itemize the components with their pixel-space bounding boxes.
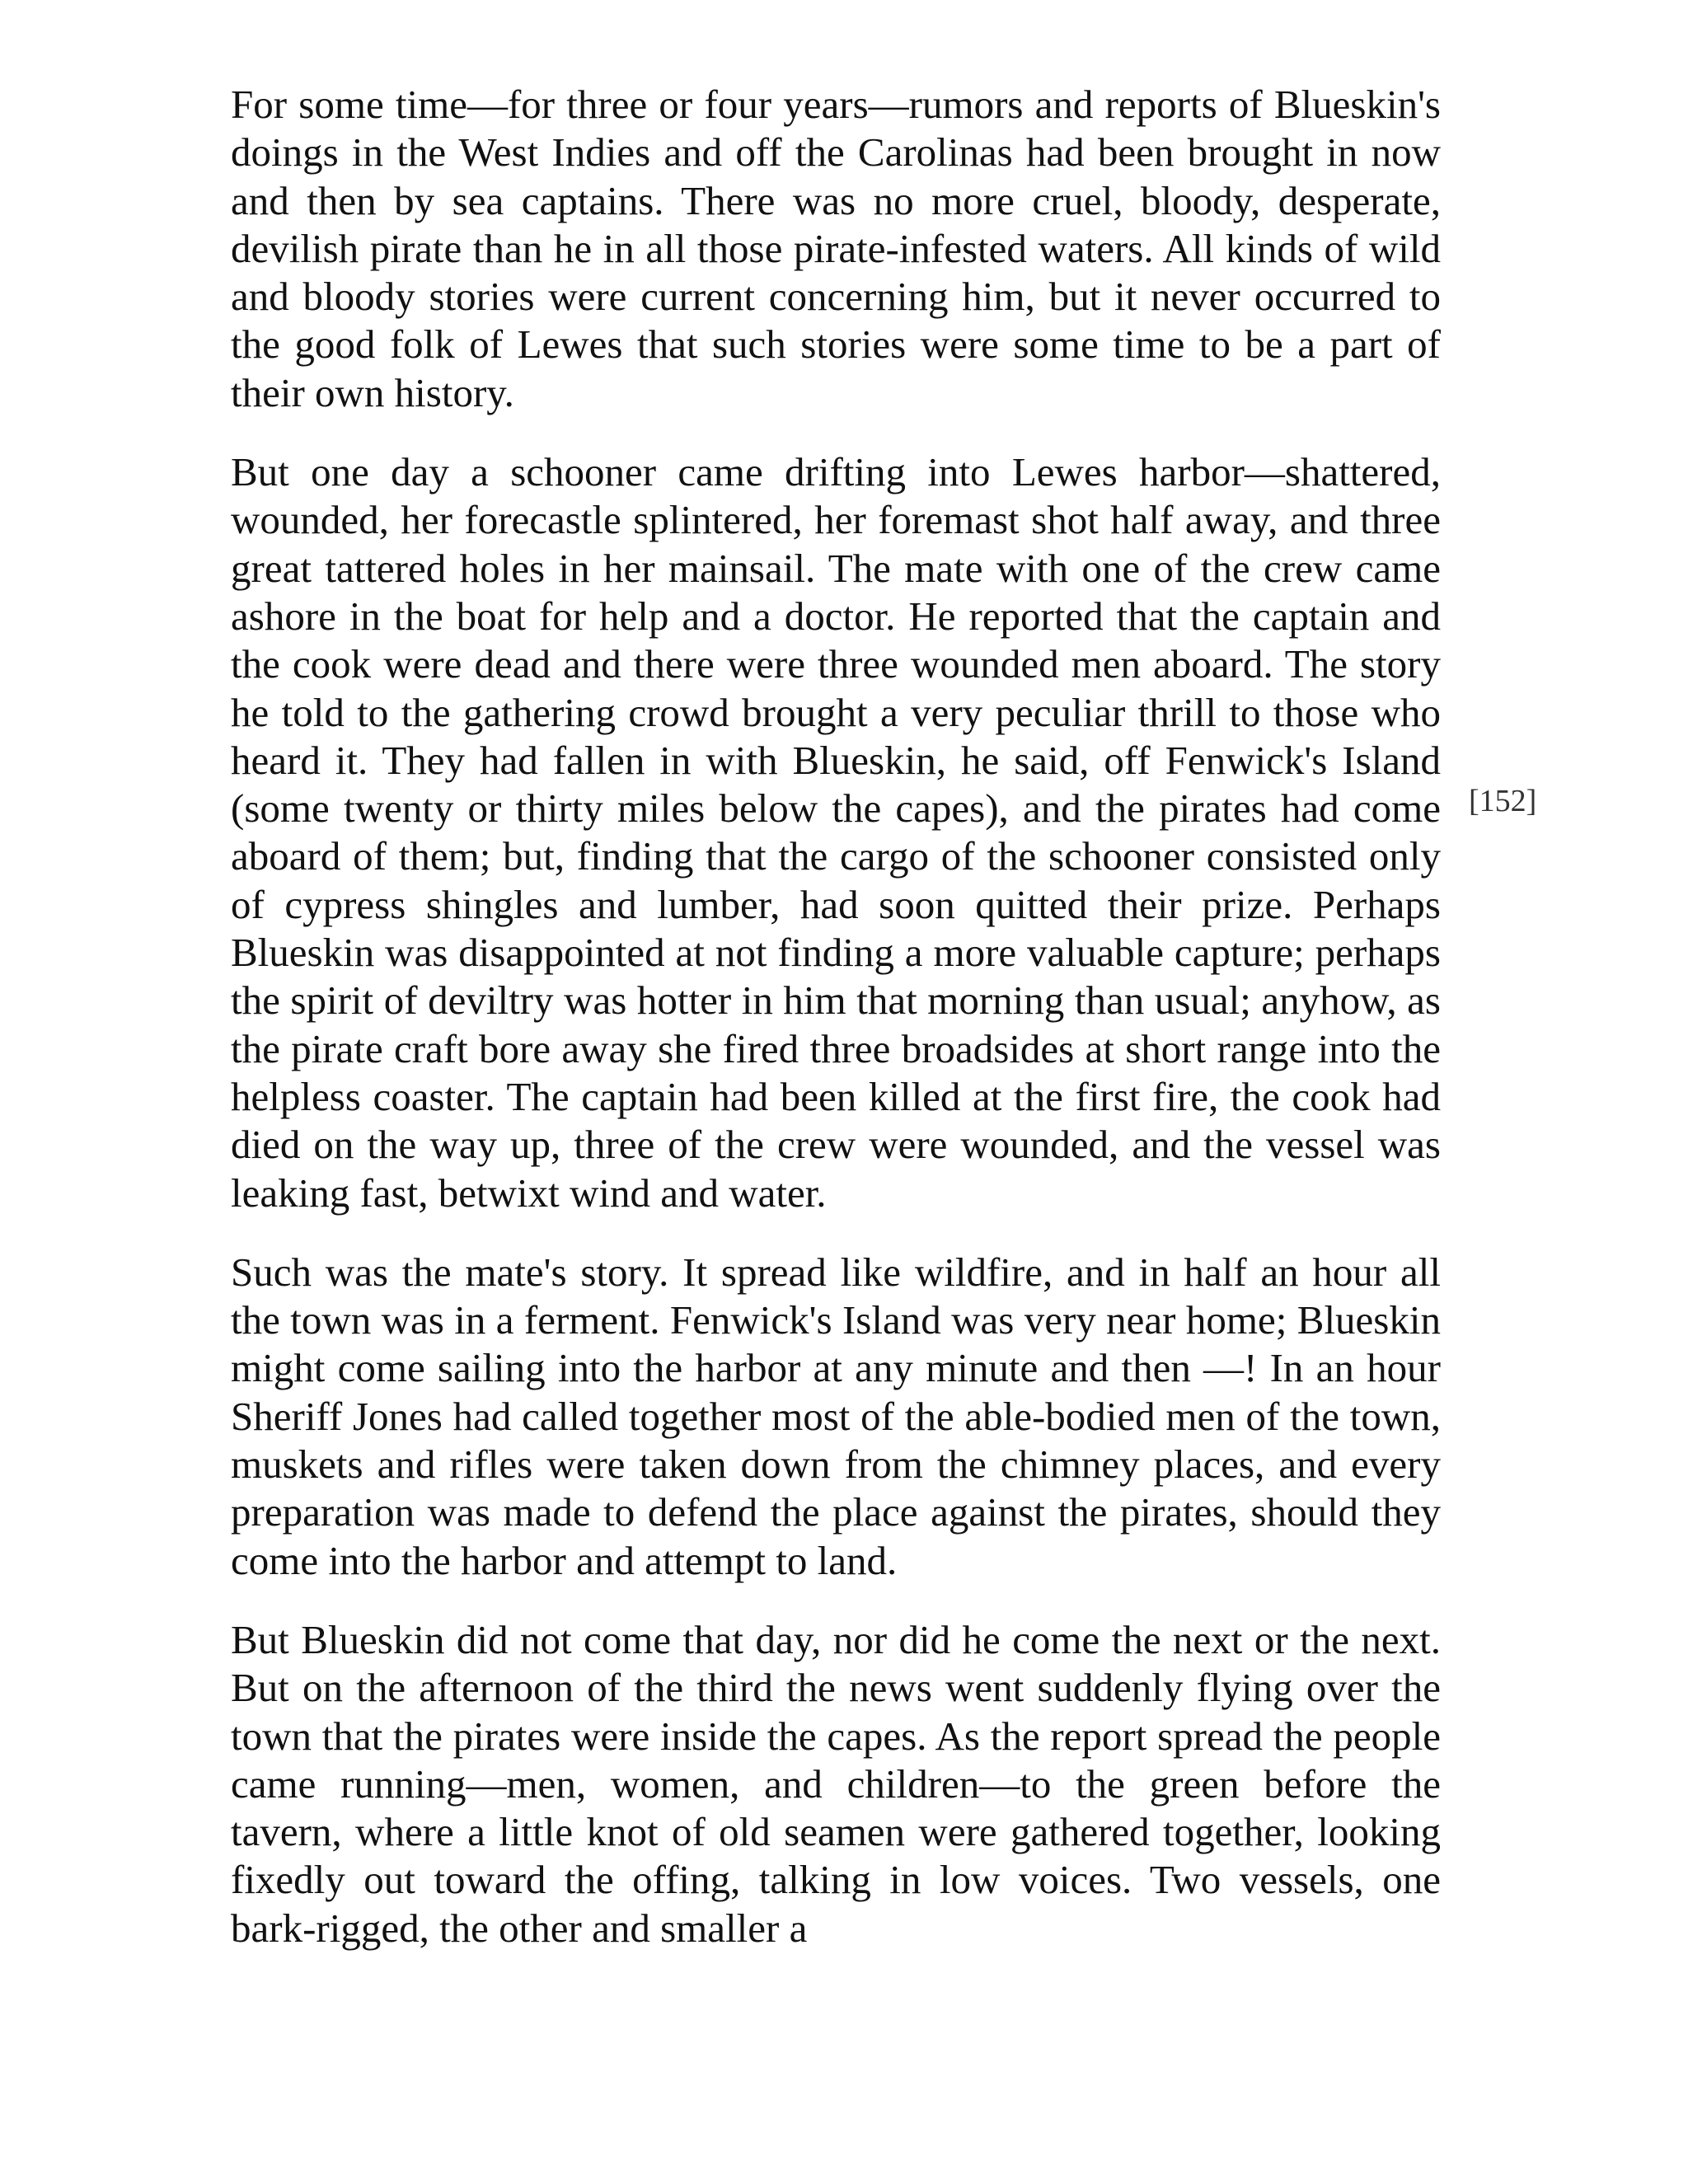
paragraph-4: But Blueskin did not come that day, nor did he come the next or the next. But on the afternoon of the third the news went suddenly flying over the town that the pirates were inside the capes. As the report spread the people came running—men, women, and children—to the green before the tavern, where a little knot of old seamen were gathered together, looking fixedly out toward the offing, talking in low voices. Two vessels, one bark-rigged, the other and smaller a: [231, 1616, 1441, 1951]
paragraph-1: For some time—for three or four years—rumors and reports of Blueskin's doings in the West Indies and off the Carolinas had been brought in now and then by sea captains. There was no more cruel, bloody, desperate, devilish pirate than he in all those pirate-infested waters. All kinds of wild and bloody stories were current concerning him, but it never occurred to the good folk of Lewes that such stories were some time to be a part of their own history.: [231, 82, 1441, 415]
paragraph-2: But one day a schooner came drifting into Lewes harbor—shattered, wounded, her forecastle splintered, her foremast shot half away, and three great tattered holes in her mainsail. The mate with one of the crew came ashore in the boat for help and a doctor. He reported that the captain and the cook were dead and there were three wounded men aboard. The story he told to the gathering crowd brought a very peculiar thrill to those who heard it. They had fallen in with Blueskin, he said, off Fenwick's Island (some twenty or thirty miles below the capes), and the pirates had come aboard of them; but, finding that the cargo of the schooner consisted only of cypress shingles and lumber, had soon quitted their prize. Perhaps Blueskin was disappointed at not finding a more valuable capture; perhaps the spirit of deviltry was hotter in him that morning than usual; anyhow, as the pirate craft bore away she fired three broadsides at short range into the helpless coaster. The captain had been killed at the first fire, the cook had died on the way up, three of the crew were wounded, and the vessel was leaking fast, betwixt wind and water.: [231, 449, 1441, 1216]
paragraph-3: Such was the mate's story. It spread like wildfire, and in half an hour all the town was in a ferment. Fenwick's Island was very near home; Blueskin might come sailing into the harbor at any minute and then —! In an hour Sheriff Jones had called together most of the able-bodied men of the town, muskets and rifles were taken down from the chimney places, and every preparation was made to defend the place against the pirates, should they come into the harbor and attempt to land.: [231, 1249, 1441, 1583]
text-column: [231, 81, 1441, 1984]
page-number: [152]: [1469, 784, 1537, 818]
